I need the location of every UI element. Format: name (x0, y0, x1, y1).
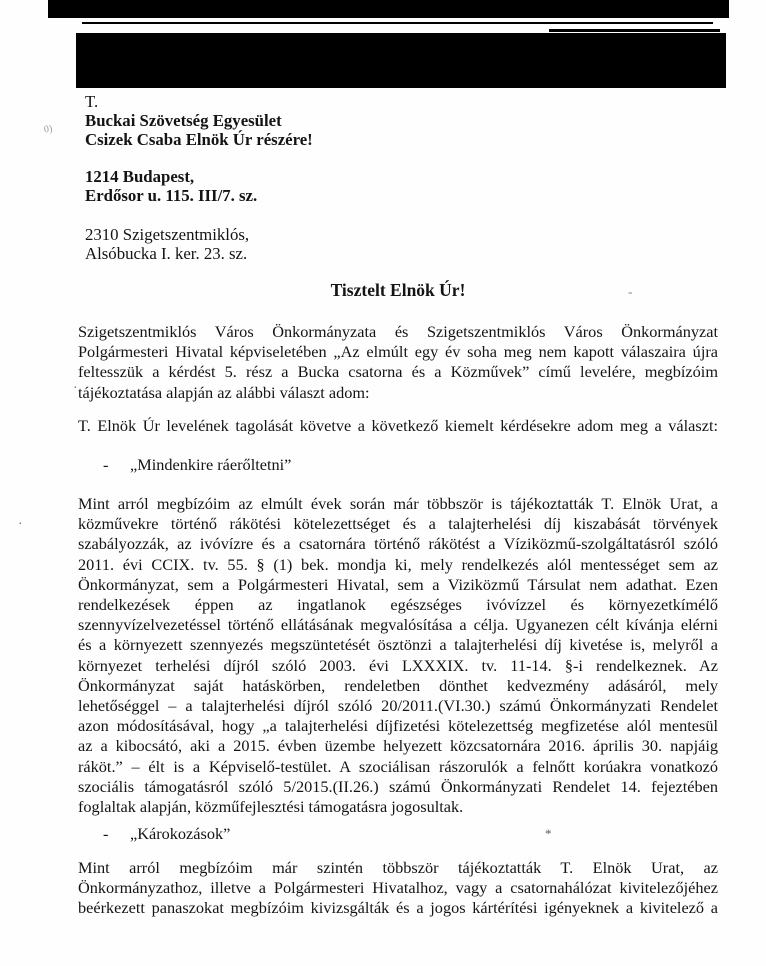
paragraph-line: tájékoztatása alapján az alábbi választ adom: (78, 382, 370, 402)
paragraph-line: feltesszük a kérdést 5. rész a Bucka csatorna és a Közművek” című levelére, megbízóim (78, 362, 718, 382)
paragraph-line: szociális támogatásról szóló 5/2015.(II.26.) számú Önkormányzati Rendelet 14. fejeztében (78, 776, 718, 796)
paragraph-line: az a kibocsátó, aki a 2015. évben üzembe helyezett közcsatornára 2016. április 30. napjáig (78, 736, 718, 756)
bullet-item-mindenkire (103, 455, 291, 475)
paragraph-line: szabályozzák, az ivóvízre és a csatornára történő rákötést a Víziközmű-szolgáltatásról szóló (78, 534, 718, 554)
bullet-dash: - (103, 824, 109, 843)
szigetszentmiklos-address-line1: 2310 Szigetszentmiklós, (85, 225, 250, 244)
scan-line-artifact (82, 22, 713, 24)
paragraph-line: Polgármesteri Hivatal képviseletében „Az elmúlt egy év soha meg nem kapott válaszaira újra (78, 342, 718, 362)
scan-dot-artifact: · (73, 381, 78, 396)
redacted-sender-block (76, 33, 726, 88)
paragraph-line: szennyvízelvezetéssel történő ellátásának megvalósítása a célja. Ugyanezen célt kívánja elérni (78, 615, 718, 635)
paragraph-line: környezet terhelési díjról szóló 2003. évi LXXXIX. tv. 11-14. §-i rendelkeznek. Az (78, 655, 718, 675)
paragraph-line: Mint arról megbízóim már szintén többször tájékoztatták T. Elnök Urat, az (78, 858, 718, 877)
paragraph-line: T. Elnök Úr levelének tagolását követve a következő kiemelt kérdésekre adom meg a választ: (78, 416, 718, 435)
scan-dash-artifact: - (628, 284, 633, 299)
paragraph-line: Önkormányzat saját hatáskörben, rendeletben dönthet kedvezmény adásáról, mely (78, 675, 718, 695)
paragraph-line: Önkormányzat, sem a Polgármesteri Hivatal, sem a Viziközmű Társulat nem adathat. Ezen (78, 574, 718, 594)
paragraph-line: foglaltak alapján, közműfejlesztési támogatásra jogosultak. (78, 797, 464, 817)
paragraph-answer-forcing (78, 494, 718, 817)
budapest-address-line2: Erdősor u. 115. III/7. sz. (85, 186, 258, 205)
paragraph-answer-damages (78, 858, 718, 919)
scan-dot-artifact-2: · (18, 517, 23, 532)
redacted-header-bar (48, 0, 729, 18)
scan-line-artifact-2 (549, 29, 720, 32)
recipient-block (85, 92, 313, 149)
bullet-label: „Károkozások” (130, 824, 231, 843)
paragraph-intro (78, 322, 718, 403)
paragraph-line: beérkezett panaszokat megbízóim kivizsgálták és a jogos kártérítési igényeknek a kivitelező a (78, 898, 718, 918)
recipient-budapest-address (85, 167, 257, 205)
paragraph-line: azon módosításával, hogy „a talajterhelési díjfizetési kötelezettség megfizetése alól mentesül (78, 716, 718, 736)
recipient-organization: Buckai Szövetség Egyesület (85, 111, 282, 130)
bullet-dash: - (103, 455, 109, 474)
paragraph-line: rendelkezések éppen az ingatlanok egészséges ivóvízzel és környezetkímélő (78, 595, 718, 615)
paragraph-line: 2011. évi CCIX. tv. 55. § (1) bek. mondja ki, mely rendelkezés alól mentességet sem az (78, 554, 718, 574)
paragraph-line: közművekre történő rákötési kötelezettséget és a talajterhelési díj kiszabását törvények (78, 514, 718, 534)
paragraph-line: Szigetszentmiklós Város Önkormányzata és Szigetszentmiklós Város Önkormányzat (78, 322, 718, 341)
scan-margin-artifact: 0) (43, 123, 54, 136)
recipient-prefix: T. (85, 92, 99, 111)
paragraph-line: Önkormányzathoz, illetve a Polgármesteri Hivatalhoz, vagy a csatornahálózat kivitelezőjéhez (78, 878, 718, 898)
paragraph-line: és a környezett szennyezés megszüntetését ösztönzi a talajterhelési díj kivetése is, melyről a (78, 635, 718, 655)
paragraph-line: lehetőséggel – a talajterhelési díjról szóló 20/2011.(VI.30.) számú Önkormányzati Rendelet (78, 696, 718, 716)
recipient-attention-line: Csizek Csaba Elnök Úr részére! (85, 130, 313, 149)
bullet-label: „Mindenkire ráerőltetni” (130, 455, 292, 474)
budapest-address-line1: 1214 Budapest, (85, 167, 195, 186)
paragraph-line: Mint arról megbízóim az elmúlt évek során már többször is tájékoztatták T. Elnök Urat, a (78, 494, 718, 513)
szigetszentmiklos-address-line2: Alsóbucka I. ker. 23. sz. (85, 244, 248, 263)
paragraph-structure-note (78, 416, 718, 436)
bullet-item-karokozasok (103, 824, 230, 844)
recipient-szigetszentmiklos-address (85, 225, 249, 263)
paragraph-line: ráköt.” – élt is a Képviselő-testület. A szociálisan rászorulók a felnőtt korúakra vonatkozó (78, 756, 718, 776)
scan-star-artifact: * (545, 826, 552, 841)
letter-salutation: Tisztelt Elnök Úr! (330, 280, 466, 300)
